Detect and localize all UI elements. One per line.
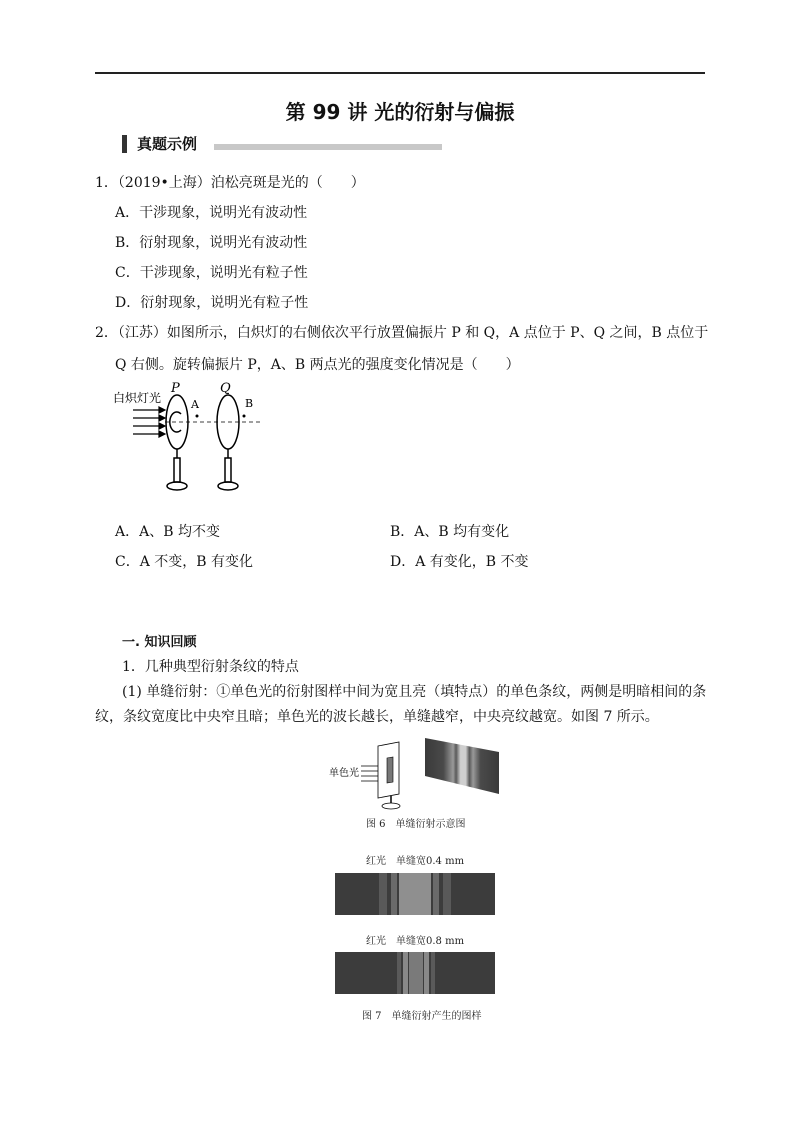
review-heading: 一. 知识回顾 xyxy=(122,635,197,650)
q1-stem: 1．（2019•上海）泊松亮斑是光的（ ） xyxy=(95,175,365,191)
single-slit-figure xyxy=(329,738,499,813)
q2-stem-line1: 2．（江苏）如图所示，白炽灯的右侧依次平行放置偏振片 P 和 Q，A 点位于 P、Q 之间，B 点位于 xyxy=(95,325,709,341)
section-underline xyxy=(214,144,442,150)
arrows-icon xyxy=(133,407,165,437)
q2-option-a: A．A、B 均不变 xyxy=(115,524,220,540)
q1-option-d: D．衍射现象，说明光有粒子性 xyxy=(115,295,309,311)
section-marker xyxy=(122,135,127,153)
q1-option-b: B．衍射现象，说明光有波动性 xyxy=(115,235,308,251)
fig-light-label: 白炽灯光 xyxy=(113,391,162,405)
review-para-line1: (1) 单缝衍射：①单色光的衍射图样中间为宽且亮（填特点）的单色条纹，两侧是明暗相间的条 xyxy=(122,684,707,700)
page-title: 第 99 讲 光的衍射与偏振 xyxy=(285,100,515,124)
q1-option-c: C．干涉现象，说明光有粒子性 xyxy=(115,265,308,281)
diffraction-pattern-screen xyxy=(425,738,499,794)
fig-a-label: A xyxy=(191,398,199,411)
stand-q xyxy=(218,449,238,490)
point-b-dot xyxy=(243,415,246,418)
q2-option-b: B．A、B 均有变化 xyxy=(390,524,510,540)
fig6-caption: 图 6 单缝衍射示意图 xyxy=(366,819,466,830)
review-para-line2: 纹，条纹宽度比中央窄且暗；单色光的波长越长，单缝越窄，中央亮纹越宽。如图 7 所示。 xyxy=(95,709,659,725)
fig-b-label: B xyxy=(245,397,254,410)
screen-base xyxy=(382,803,400,809)
section-heading xyxy=(122,133,197,154)
pattern-wide-slit xyxy=(335,952,495,994)
review-item1: 1．几种典型衍射条纹的特点 xyxy=(122,659,299,675)
fig6-light-label: 单色光 xyxy=(329,768,359,779)
pattern-narrow-slit xyxy=(335,873,495,915)
slit xyxy=(387,757,393,783)
q1-option-a: A．干涉现象，说明光有波动性 xyxy=(115,205,308,221)
q2-option-c: C．A 不变，B 有变化 xyxy=(115,554,254,570)
q2-option-d: D．A 有变化，B 不变 xyxy=(390,554,529,570)
polarizer-figure xyxy=(113,380,263,495)
fig7-label1: 红光 单缝宽0.4 mm xyxy=(366,856,465,867)
point-a-dot xyxy=(196,415,199,418)
header-rule xyxy=(95,72,705,74)
stand-p xyxy=(167,449,187,490)
fig-q-label: Q xyxy=(220,381,231,396)
fig7-label2: 红光 单缝宽0.8 mm xyxy=(366,936,465,947)
q2-stem-line2: Q 右侧。旋转偏振片 P，A、B 两点光的强度变化情况是（ ） xyxy=(115,357,520,373)
fig7-caption: 图 7 单缝衍射产生的图样 xyxy=(362,1011,482,1022)
section-heading-label: 真题示例 xyxy=(137,135,198,153)
fig-p-label: P xyxy=(171,381,180,396)
